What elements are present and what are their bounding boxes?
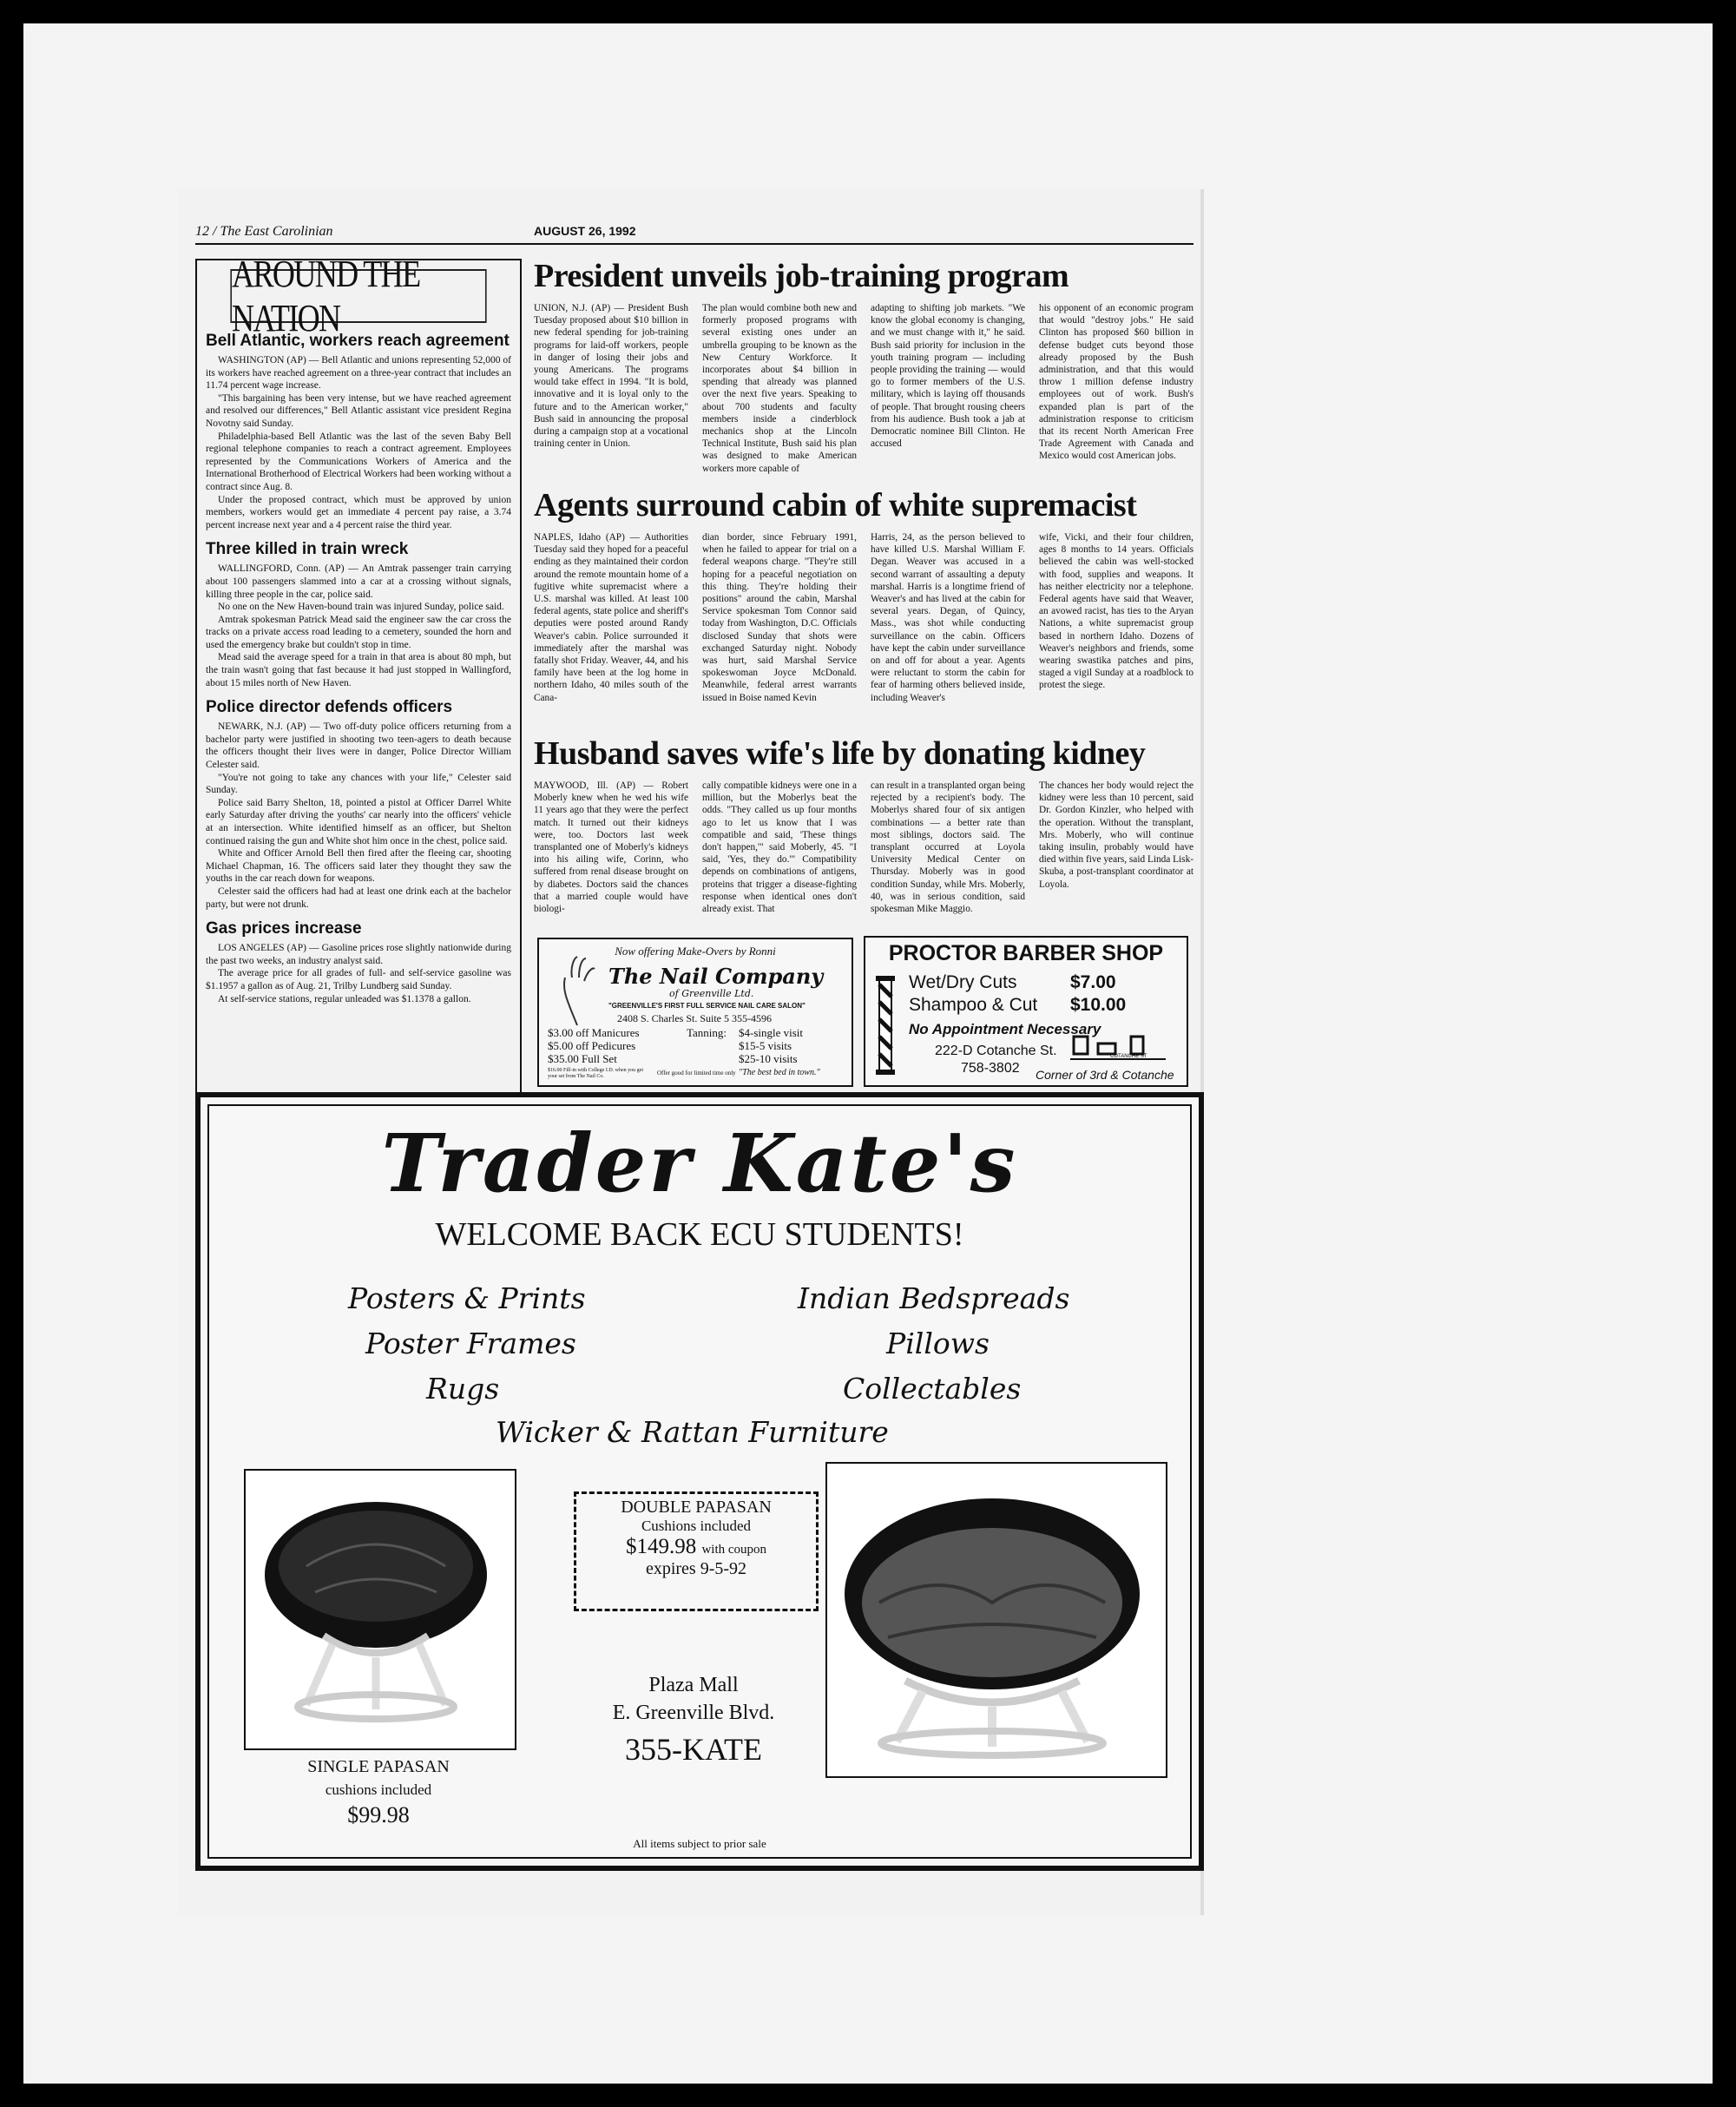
nail-slogan: "GREENVILLE'S FIRST FULL SERVICE NAIL CARE SALON": [608, 1002, 806, 1010]
product-item: Rugs: [426, 1372, 500, 1406]
product-item: Indian Bedspreads: [798, 1281, 1070, 1315]
nail-fine-print-2: Offer good for limited time only: [657, 1070, 736, 1077]
single-papasan-photo: [244, 1469, 516, 1750]
nail-fine-print: $16.00 Fill-in with College I.D. when you get your set from The Nail Co.: [548, 1068, 643, 1079]
welcome-headline: WELCOME BACK ECU STUDENTS!: [435, 1216, 964, 1253]
barber-title: PROCTOR BARBER SHOP: [888, 941, 1164, 965]
story-headline: President unveils job-training program: [534, 258, 1069, 294]
story-paragraph: Amtrak spokesman Patrick Mead said the engineer saw the car cross the tracks on a private access road leading to a cemetery, sounded the horn and used the emergency brake but couldn't stop in time.: [206, 614, 511, 650]
single-papasan-chair-icon: [246, 1471, 511, 1745]
page-label: 12 / The East Carolinian: [195, 224, 333, 239]
nation-story: [197, 332, 520, 1005]
story-column: The chances her body would reject the kidney were less than 10 percent, said Dr. Gordon Kinzler, who helped with the operation. Without the transplant, Mrs. Moberly, who will continue taking insulin, probably would have died within five years, said Linda Lisk-Skuba, a post-transplant coordinator at Loyola.: [1039, 780, 1194, 890]
story-columns: [534, 531, 1194, 704]
proctor-barber-ad: [864, 936, 1188, 1087]
trader-kates-ad: [195, 1092, 1204, 1871]
story-column: The plan would combine both new and formerly proposed programs with several existing ones under an umbrella grouping to be known as the New Century Workforce. It incorporates about $4 billion in spending that already was planned over the next five years. Speaking to about 700 students and faculty members inside a cinderblock mechanics shop at the Lincoln Technical Institute, Bush said his plan was designed to make American workers more capable of: [702, 303, 857, 474]
map-street-label: COTANCHE ST: [1110, 1054, 1147, 1059]
service-label: Wet/Dry Cuts: [909, 972, 1017, 992]
brand-logo: Trader Kate's: [381, 1116, 1018, 1210]
single-papasan-price: $99.98: [347, 1802, 410, 1827]
product-item: Collectables: [843, 1372, 1022, 1406]
story-paragraph: At self-service stations, regular unleaded was $1.1378 a gallon.: [218, 993, 471, 1004]
story-paragraph: Mead said the average speed for a train in that area is about 80 mph, but the train wasn't going that fast because it had just stopped in Wallingford, about 15 miles north of New Haven.: [206, 652, 511, 688]
story-headline: Bell Atlantic, workers reach agreement: [206, 332, 510, 350]
story-headline: Gas prices increase: [206, 919, 362, 938]
issue-date: AUGUST 26, 1992: [534, 224, 636, 238]
newspaper-page: [178, 189, 1200, 1915]
tanning-label: Tanning:: [687, 1026, 727, 1039]
story-column: NAPLES, Idaho (AP) — Authorities Tuesday said they hoped for a peaceful ending as they maintained their cordon around the remote mountain home of a fugitive white supremacist where a U.S. marshal was killed. At least 100 federal agents, state police and sheriff's deputies were posted around Randy Weaver's cabin. Police surrounded it immediately after the marshal was fatally shot Friday. Weaver, 44, and his family have been at the log home in northern Idaho, 40 miles south of the Cana-: [534, 532, 688, 703]
product-item: Pillows: [886, 1327, 990, 1360]
nail-service: $35.00 Full Set: [548, 1052, 617, 1065]
barber-pole-icon: [872, 976, 898, 1077]
double-papasan-price-line: [576, 1535, 816, 1559]
double-papasan-photo: [825, 1462, 1167, 1778]
single-papasan-sub: cushions included: [325, 1781, 432, 1798]
story-columns: [534, 302, 1194, 475]
location-line-1: Plaza Mall: [648, 1674, 739, 1696]
story-paragraph: Under the proposed contract, which must be approved by union members, workers would get an immediate 4 percent pay raise, a 3.74 percent increase next year and a 4 percent raise the third year.: [206, 494, 511, 530]
no-appointment-note: No Appointment Necessary: [909, 1021, 1101, 1037]
single-papasan-title: SINGLE PAPASAN: [307, 1757, 450, 1776]
story-column: MAYWOOD, Ill. (AP) — Robert Moberly knew when he wed his wife 11 years ago that they were the perfect match. It turned out their kidneys were, too. Doctors last week transplanted one of Moberly's kidneys into his ailing wife, Corinn, who suffered from renal disease brought on by diabetes. Doctors said the chances that a married couple would have biologi-: [534, 780, 688, 915]
nail-company-ad: [537, 938, 853, 1087]
coupon-box: [574, 1491, 819, 1611]
tanning-price: $15-5 visits: [739, 1039, 792, 1052]
story-column: dian border, since February 1991, when he failed to appear for trial on a federal weapons charge. "They're still hoping for a peaceful negotiation on this thing. They're holding their positions" around the cabin, Marshal Service spokesman Tom Connor said today from Washington, D.C. Officials disclosed Sunday that shots were exchanged Saturday night. Nobody was hurt, said Marshal Service spokeswoman Joyce McDonald. Meanwhile, federal arrest warrants issued in Boise named Kevin: [702, 532, 857, 703]
story-column: his opponent of an economic program that would "destroy jobs." He said Clinton has proposed $60 billion in defense budget cuts beyond those already proposed by the Bush administration, and that this would throw 1 million defense industry employees out of work. Bush's expanded plan is part of the administration response to criticism that its recent North American Free Trade Agreement with Canada and Mexico would cost American jobs.: [1039, 303, 1194, 462]
nail-company-sub: of Greenville Ltd.: [669, 988, 754, 999]
product-item: Poster Frames: [365, 1327, 576, 1360]
service-price: $10.00: [1070, 995, 1127, 1015]
double-papasan-sub: Cushions included: [641, 1518, 752, 1534]
tanning-bed-note: "The best bed in town.": [739, 1068, 820, 1077]
nail-address: 2408 S. Charles St. Suite 5 355-4596: [617, 1012, 773, 1024]
around-the-nation-box: [195, 253, 522, 1149]
story-paragraph: White and Officer Arnold Bell then fired after the fleeing car, shooting Michael Chapman, 16. The officers said later they thought they saw the youths in the car reach down for weapons.: [206, 848, 511, 885]
story-headline: Husband saves wife's life by donating kidney: [534, 735, 1146, 772]
barber-address: 222-D Cotanche St.: [935, 1044, 1057, 1058]
story-paragraph: Police said Barry Shelton, 18, pointed a pistol at Officer Darrel White early Saturday after driving the youths' car nearly into the officers' vehicle at an intersection. White identified himself as an officer, but Shelton continued raising the gun and White shot him once in the chest, police said.: [206, 797, 511, 846]
service-label: Shampoo & Cut: [909, 995, 1038, 1015]
product-item: Wicker & Rattan Furniture: [496, 1415, 889, 1449]
tanning-prices: [739, 1026, 803, 1065]
barber-corner: Corner of 3rd & Cotanche: [1036, 1068, 1174, 1082]
story-column: cally compatible kidneys were one in a million, but the Moberlys beat the odds. "They called us up four months ago to let us know that I was compatible and said, 'These things don't happen,'" said Moberly, 45. "I said, 'Yes, they do.'" Compatibility depends on combinations of antigens, proteins that trigger a disease-fighting response when identical ones don't already exist. That: [702, 780, 857, 915]
nail-service: $3.00 off Manicures: [548, 1026, 640, 1039]
page-header: [195, 224, 1194, 245]
story-kidney-donation: [534, 734, 1194, 915]
story-headline: Police director defends officers: [206, 698, 453, 717]
product-item: Posters & Prints: [348, 1281, 586, 1315]
story-headline: Agents surround cabin of white supremacist: [534, 487, 1137, 523]
story-paragraph: Philadelphia-based Bell Atlantic was the last of the seven Baby Bell regional telephone companies to reach a contract agreement. Employees represented by the Communications Workers of America and the International Brotherhood of Electrical Workers had been working without a contract since Aug. 8.: [206, 431, 511, 492]
coupon-expires: expires 9-5-92: [645, 1559, 747, 1578]
story-column: adapting to shifting job markets. "We know the global economy is changing, and we must change with it," he said. Bush said priority for inclusion in the youth training program — including people providing the training — would go to former members of the U.S. military, which is laying off thousands of people. That brought rousing cheers from his audience. Bush took a jab at Democratic nominee Bill Clinton. He accused: [871, 303, 1025, 450]
location-line-2: E. Greenville Blvd.: [612, 1702, 775, 1724]
nail-services-list: [548, 1026, 640, 1065]
story-paragraph: "This bargaining has been very intense, but we have reached agreement and resolved our differences," Bell Atlantic assistant vice president Regina Novotny said Sunday.: [206, 392, 511, 429]
double-papasan-title: DOUBLE PAPASAN: [621, 1498, 772, 1517]
tanning-price: $4-single visit: [739, 1026, 804, 1039]
story-headline: Three killed in train wreck: [206, 540, 409, 559]
store-phone: 355-KATE: [625, 1732, 762, 1767]
nail-company-name: The Nail Company: [608, 964, 824, 989]
tanning-price: $25-10 visits: [739, 1052, 798, 1065]
story-column: UNION, N.J. (AP) — President Bush Tuesday proposed about $10 billion in new federal spending for job-training programs for laid-off workers, people in danger of losing their jobs and young Americans. The programs would take effect in 1994. "It is bold, innovative and it is loyal only to the future and to the American worker," Bush said in announcing the proposal during a campaign stop at a vocational training center in Union.: [534, 303, 688, 450]
nail-tagline: Now offering Make-Overs by Ronni: [615, 945, 776, 958]
story-paragraph: Celester said the officers had had at least one drink each at the bachelor party, but were not drunk.: [206, 886, 511, 910]
story-column: wife, Vicki, and their four children, ages 8 months to 14 years. Officials believed the cabin was well-stocked with food, supplies and weapons. It has neither electricity nor a telephone. Federal agents have said that Weaver, an avowed racist, has ties to the Aryan Nations, a white supremacist group based in northern Idaho. Dozens of Weaver's neighbors and friends, some wearing swastika patches and pins, staged a vigil Sunday at a roadblock to protest the siege.: [1039, 532, 1194, 691]
barber-map-icon: [1070, 1033, 1166, 1068]
double-papasan-price: $149.98: [625, 1535, 697, 1558]
story-paragraph: No one on the New Haven-bound train was injured Sunday, police said.: [218, 602, 504, 613]
story-column: can result in a transplanted organ being rejected by a recipient's body. The Moberlys shared four of six antigen combinations — a better rate than most siblings, doctors said. The transplant occurred at Loyola University Medical Center on Thursday. Moberly was in good condition Sunday, while Mrs. Moberly, 40, was in serious condition, said spokesman Mike Maggio.: [871, 780, 1025, 915]
story-paragraph: LOS ANGELES (AP) — Gasoline prices rose slightly nationwide during the past two weeks, an industry analyst said.: [206, 943, 511, 966]
barber-phone: 758-3802: [961, 1061, 1020, 1076]
coupon-label: with coupon: [701, 1543, 767, 1557]
story-columns: [534, 780, 1194, 915]
double-papasan-chair-icon: [827, 1464, 1162, 1773]
hand-illustration-icon: [551, 951, 603, 1030]
story-paragraph: NEWARK, N.J. (AP) — Two off-duty police officers returning from a bachelor party were justified in shooting two teen-agers to death because the officers thought their lives were in danger, Police Director William Celester said.: [206, 721, 511, 771]
service-price: $7.00: [1070, 972, 1116, 992]
story-white-supremacist: [534, 486, 1194, 704]
story-column: Harris, 24, as the person believed to have killed U.S. Marshal William F. Degan. Weaver was accused in a second warrant of assaulting a deputy marshal. Harris is a longtime friend of Weaver's and has lived at the cabin for several years. Degan, of Quincy, Mass., was shot while conducting surveillance on the cabin. Officers have kept the cabin under surveillance on and off for about a year. Agents were reluctant to storm the cabin for fear of harming others believed inside, including Weaver's: [871, 532, 1025, 703]
story-paragraph: WALLINGFORD, Conn. (AP) — An Amtrak passenger train carrying about 100 passengers slammed into a car at a crossing without signals, killing three people in the car, police said.: [206, 563, 511, 600]
story-job-training: [534, 257, 1194, 475]
fine-print: All items subject to prior sale: [633, 1837, 766, 1850]
around-the-nation-title: AROUND THE NATION: [230, 269, 486, 323]
story-paragraph: "You're not going to take any chances with your life," Celester said Sunday.: [206, 772, 511, 796]
nail-service: $5.00 off Pedicures: [548, 1039, 636, 1052]
story-paragraph: The average price for all grades of full- and self-service gasoline was $1.1957 a gallon as of Aug. 21, Trilby Lundberg said Sunday.: [206, 968, 511, 991]
story-paragraph: WASHINGTON (AP) — Bell Atlantic and unions representing 52,000 of its workers have reached agreement on a three-year contract that includes an 11.74 percent wage increase.: [206, 355, 511, 392]
